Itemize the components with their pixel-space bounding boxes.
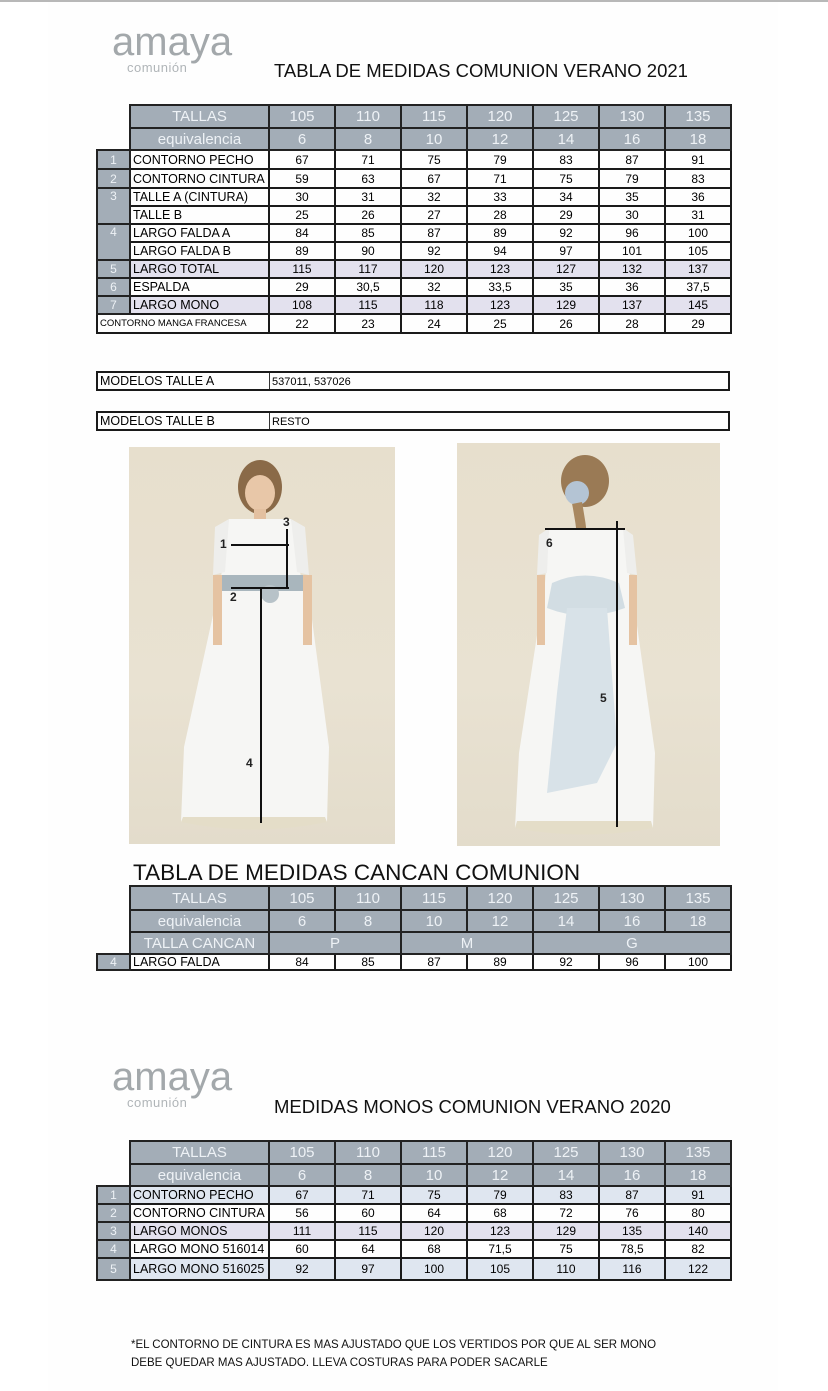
value-cell: 129 — [533, 1222, 599, 1240]
value-cell: 83 — [533, 150, 599, 169]
row-label: LARGO MONO 516014 — [130, 1240, 269, 1258]
value-cell: 87 — [401, 224, 467, 242]
size-cell: 135 — [665, 1141, 731, 1164]
brand-name: amaya — [112, 20, 233, 64]
value-cell: 101 — [599, 242, 665, 260]
value-cell: 27 — [401, 206, 467, 224]
value-cell: 90 — [335, 242, 401, 260]
value-cell: 28 — [467, 206, 533, 224]
equiv-label: equivalencia — [130, 128, 269, 150]
cancan-table — [96, 885, 732, 971]
value-cell: 87 — [401, 954, 467, 970]
header-row-equiv — [97, 910, 731, 932]
value-cell: 64 — [335, 1240, 401, 1258]
row-index: 2 — [97, 169, 130, 188]
value-cell: 100 — [665, 954, 731, 970]
size-cell: 105 — [269, 886, 335, 910]
value-cell: 87 — [599, 1186, 665, 1204]
row-index: 4 — [97, 1240, 130, 1258]
equiv-cell: 14 — [533, 910, 599, 932]
value-cell: 137 — [599, 296, 665, 314]
size-cell: 110 — [335, 105, 401, 128]
value-cell: 115 — [335, 296, 401, 314]
brand-sub: comunión — [127, 1095, 188, 1110]
value-cell: 91 — [665, 150, 731, 169]
value-cell: 30,5 — [335, 278, 401, 296]
row-index: 5 — [97, 1258, 130, 1280]
table-row — [97, 150, 731, 169]
footnote — [131, 1336, 731, 1372]
equiv-cell: 10 — [401, 910, 467, 932]
models-label: MODELOS TALLE B — [98, 413, 270, 429]
models-value: 537011, 537026 — [272, 376, 351, 388]
value-cell: 100 — [401, 1258, 467, 1280]
table-row — [97, 169, 731, 188]
value-cell: 89 — [467, 224, 533, 242]
header-label: TALLAS — [130, 1141, 269, 1164]
row-label: LARGO MONOS — [130, 1222, 269, 1240]
value-cell: 92 — [533, 954, 599, 970]
value-cell: 97 — [335, 1258, 401, 1280]
row-index: 3 — [97, 1222, 130, 1240]
models-value: RESTO — [272, 416, 310, 428]
equiv-label: equivalencia — [130, 910, 269, 932]
table-row — [97, 314, 731, 333]
value-cell: 100 — [665, 224, 731, 242]
value-cell: 56 — [269, 1204, 335, 1222]
value-cell: 123 — [467, 260, 533, 278]
value-cell: 71 — [335, 1186, 401, 1204]
size-cell: 125 — [533, 886, 599, 910]
value-cell: 68 — [467, 1204, 533, 1222]
value-cell: 32 — [401, 278, 467, 296]
value-cell: 24 — [401, 314, 467, 333]
row-label: LARGO MONO 516025 — [130, 1258, 269, 1280]
value-cell: 68 — [401, 1240, 467, 1258]
value-cell: 79 — [599, 169, 665, 188]
value-cell: 89 — [467, 954, 533, 970]
value-cell: 123 — [467, 296, 533, 314]
dress-back-illustration — [457, 443, 720, 846]
value-cell: 60 — [335, 1204, 401, 1222]
measure-line-5 — [616, 521, 618, 827]
table-row — [97, 1204, 731, 1222]
value-cell: 26 — [335, 206, 401, 224]
value-cell: 145 — [665, 296, 731, 314]
table1-title: TABLA DE MEDIDAS COMUNION VERANO 2021 — [274, 60, 688, 81]
value-cell: 26 — [533, 314, 599, 333]
value-cell: 132 — [599, 260, 665, 278]
value-cell: 31 — [335, 188, 401, 206]
value-cell: 123 — [467, 1222, 533, 1240]
value-cell: 36 — [665, 188, 731, 206]
row-index: 5 — [97, 260, 130, 278]
value-cell: 64 — [401, 1204, 467, 1222]
value-cell: 33 — [467, 188, 533, 206]
value-cell: 35 — [533, 278, 599, 296]
value-cell: 29 — [269, 278, 335, 296]
value-cell: 28 — [599, 314, 665, 333]
value-cell: 140 — [665, 1222, 731, 1240]
value-cell: 33,5 — [467, 278, 533, 296]
table-row — [97, 278, 731, 296]
cancan-label: TALLA CANCAN — [130, 932, 269, 954]
dress-front-illustration — [129, 447, 395, 844]
size-cell: 115 — [401, 105, 467, 128]
header-row-cancan — [97, 932, 731, 954]
value-cell: 122 — [665, 1258, 731, 1280]
table-row — [97, 224, 731, 242]
value-cell: 97 — [533, 242, 599, 260]
equiv-cell: 8 — [335, 128, 401, 150]
value-cell: 83 — [533, 1186, 599, 1204]
row-label: TALLE A (CINTURA) — [130, 188, 269, 206]
size-cell: 105 — [269, 105, 335, 128]
value-cell: 29 — [533, 206, 599, 224]
header-row-equiv — [97, 1164, 731, 1186]
header-row-sizes — [97, 105, 731, 128]
value-cell: 79 — [467, 150, 533, 169]
value-cell: 105 — [467, 1258, 533, 1280]
measure-mark: 1 — [220, 537, 227, 551]
table-row — [97, 260, 731, 278]
value-cell: 96 — [599, 954, 665, 970]
value-cell: 92 — [533, 224, 599, 242]
equiv-cell: 12 — [467, 910, 533, 932]
cancan-size-cell: M — [401, 932, 533, 954]
value-cell: 60 — [269, 1240, 335, 1258]
value-cell: 36 — [599, 278, 665, 296]
equiv-cell: 14 — [533, 1164, 599, 1186]
header-row-sizes — [97, 886, 731, 910]
value-cell: 25 — [269, 206, 335, 224]
table-row — [97, 206, 731, 224]
header-label: TALLAS — [130, 105, 269, 128]
value-cell: 35 — [599, 188, 665, 206]
table-row — [97, 1222, 731, 1240]
equiv-cell: 12 — [467, 128, 533, 150]
footnote-line-1: *EL CONTORNO DE CINTURA ES MAS AJUSTADO QUE LOS VERTIDOS POR QUE AL SER MONO — [131, 1339, 657, 1351]
table2-title: TABLA DE MEDIDAS CANCAN COMUNION — [133, 860, 581, 885]
header-row-equiv — [97, 128, 731, 150]
cancan-size-cell: G — [533, 932, 731, 954]
equiv-cell: 18 — [665, 910, 731, 932]
measure-mark: 6 — [546, 536, 553, 550]
measure-mark: 3 — [283, 515, 290, 529]
equiv-cell: 8 — [335, 910, 401, 932]
row-index: 3 — [97, 188, 130, 224]
models-talle-b-row — [96, 411, 730, 431]
equiv-cell: 6 — [269, 910, 335, 932]
table3-title: MEDIDAS MONOS COMUNION VERANO 2020 — [274, 1096, 671, 1117]
equiv-cell: 18 — [665, 1164, 731, 1186]
value-cell: 135 — [599, 1222, 665, 1240]
value-cell: 71 — [335, 150, 401, 169]
size-cell: 120 — [467, 105, 533, 128]
value-cell: 118 — [401, 296, 467, 314]
models-label: MODELOS TALLE A — [98, 373, 270, 389]
size-cell: 130 — [599, 105, 665, 128]
row-index: 2 — [97, 1204, 130, 1222]
table-row — [97, 1186, 731, 1204]
row-label: LARGO FALDA A — [130, 224, 269, 242]
measure-mark: 4 — [246, 756, 253, 770]
equiv-cell: 18 — [665, 128, 731, 150]
value-cell: 75 — [533, 1240, 599, 1258]
size-cell: 125 — [533, 105, 599, 128]
value-cell: 92 — [269, 1258, 335, 1280]
value-cell: 129 — [533, 296, 599, 314]
brand-name: amaya — [112, 1055, 233, 1099]
value-cell: 80 — [665, 1204, 731, 1222]
row-index: 4 — [97, 954, 130, 970]
value-cell: 117 — [335, 260, 401, 278]
row-label: ESPALDA — [130, 278, 269, 296]
value-cell: 111 — [269, 1222, 335, 1240]
value-cell: 75 — [401, 150, 467, 169]
value-cell: 67 — [269, 150, 335, 169]
brand-sub: comunión — [127, 60, 188, 75]
row-label: TALLE B — [130, 206, 269, 224]
equiv-cell: 12 — [467, 1164, 533, 1186]
size-cell: 125 — [533, 1141, 599, 1164]
models-talle-a-row — [96, 371, 730, 391]
value-cell: 71 — [467, 169, 533, 188]
table-row — [97, 296, 731, 314]
header-label: TALLAS — [130, 886, 269, 910]
value-cell: 85 — [335, 954, 401, 970]
measure-line-3 — [286, 529, 288, 589]
value-cell: 84 — [269, 954, 335, 970]
row-index: 4 — [97, 224, 130, 260]
row-label: CONTORNO PECHO — [130, 1186, 269, 1204]
equiv-label: equivalencia — [130, 1164, 269, 1186]
cancan-size-cell: P — [269, 932, 401, 954]
value-cell: 76 — [599, 1204, 665, 1222]
value-cell: 87 — [599, 150, 665, 169]
value-cell: 116 — [599, 1258, 665, 1280]
row-index: 1 — [97, 150, 130, 169]
row-index: 1 — [97, 1186, 130, 1204]
value-cell: 79 — [467, 1186, 533, 1204]
value-cell: 82 — [665, 1240, 731, 1258]
brand-logo — [112, 20, 272, 90]
value-cell: 115 — [269, 260, 335, 278]
equiv-cell: 16 — [599, 1164, 665, 1186]
table-row — [97, 188, 731, 206]
value-cell: 120 — [401, 1222, 467, 1240]
value-cell: 120 — [401, 260, 467, 278]
equiv-cell: 8 — [335, 1164, 401, 1186]
footnote-line-2: DEBE QUEDAR MAS AJUSTADO. LLEVA COSTURAS PARA PODER SACARLE — [131, 1357, 548, 1369]
equiv-cell: 10 — [401, 128, 467, 150]
value-cell: 34 — [533, 188, 599, 206]
value-cell: 31 — [665, 206, 731, 224]
value-cell: 75 — [401, 1186, 467, 1204]
value-cell: 84 — [269, 224, 335, 242]
size-cell: 130 — [599, 886, 665, 910]
value-cell: 94 — [467, 242, 533, 260]
measure-line-4 — [260, 587, 262, 823]
value-cell: 105 — [665, 242, 731, 260]
size-cell: 105 — [269, 1141, 335, 1164]
size-table-2021 — [96, 104, 732, 334]
measure-line-6 — [545, 528, 625, 530]
row-label: CONTORNO MANGA FRANCESA — [97, 314, 269, 333]
value-cell: 78,5 — [599, 1240, 665, 1258]
monos-table-2020 — [96, 1140, 732, 1281]
row-index: 7 — [97, 296, 130, 314]
value-cell: 108 — [269, 296, 335, 314]
value-cell: 75 — [533, 169, 599, 188]
value-cell: 25 — [467, 314, 533, 333]
size-cell: 130 — [599, 1141, 665, 1164]
value-cell: 137 — [665, 260, 731, 278]
value-cell: 30 — [269, 188, 335, 206]
equiv-cell: 16 — [599, 128, 665, 150]
row-index: 6 — [97, 278, 130, 296]
value-cell: 29 — [665, 314, 731, 333]
value-cell: 71,5 — [467, 1240, 533, 1258]
measure-mark: 5 — [600, 691, 607, 705]
value-cell: 59 — [269, 169, 335, 188]
value-cell: 92 — [401, 242, 467, 260]
size-cell: 135 — [665, 105, 731, 128]
equiv-cell: 14 — [533, 128, 599, 150]
size-cell: 120 — [467, 886, 533, 910]
value-cell: 63 — [335, 169, 401, 188]
value-cell: 89 — [269, 242, 335, 260]
size-cell: 115 — [401, 886, 467, 910]
value-cell: 91 — [665, 1186, 731, 1204]
header-row-sizes — [97, 1141, 731, 1164]
value-cell: 22 — [269, 314, 335, 333]
value-cell: 30 — [599, 206, 665, 224]
size-cell: 120 — [467, 1141, 533, 1164]
size-cell: 110 — [335, 886, 401, 910]
row-label: CONTORNO CINTURA — [130, 1204, 269, 1222]
equiv-cell: 16 — [599, 910, 665, 932]
value-cell: 67 — [401, 169, 467, 188]
row-label: LARGO TOTAL — [130, 260, 269, 278]
row-label: LARGO FALDA — [130, 954, 269, 970]
value-cell: 23 — [335, 314, 401, 333]
brand-logo — [112, 1055, 272, 1125]
row-label: CONTORNO CINTURA — [130, 169, 269, 188]
value-cell: 85 — [335, 224, 401, 242]
equiv-cell: 10 — [401, 1164, 467, 1186]
measure-line-1 — [231, 544, 289, 546]
equiv-cell: 6 — [269, 128, 335, 150]
value-cell: 67 — [269, 1186, 335, 1204]
table-row — [97, 954, 731, 970]
value-cell: 32 — [401, 188, 467, 206]
table-row — [97, 1258, 731, 1280]
size-cell: 115 — [401, 1141, 467, 1164]
table-row — [97, 1240, 731, 1258]
value-cell: 127 — [533, 260, 599, 278]
size-cell: 110 — [335, 1141, 401, 1164]
value-cell: 72 — [533, 1204, 599, 1222]
row-label: LARGO MONO — [130, 296, 269, 314]
measure-mark: 2 — [230, 590, 237, 604]
row-label: LARGO FALDA B — [130, 242, 269, 260]
value-cell: 83 — [665, 169, 731, 188]
size-cell: 135 — [665, 886, 731, 910]
dress-back-photo — [457, 443, 720, 846]
value-cell: 110 — [533, 1258, 599, 1280]
dress-front-photo — [129, 447, 395, 844]
table-row — [97, 242, 731, 260]
value-cell: 115 — [335, 1222, 401, 1240]
value-cell: 96 — [599, 224, 665, 242]
equiv-cell: 6 — [269, 1164, 335, 1186]
row-label: CONTORNO PECHO — [130, 150, 269, 169]
value-cell: 37,5 — [665, 278, 731, 296]
